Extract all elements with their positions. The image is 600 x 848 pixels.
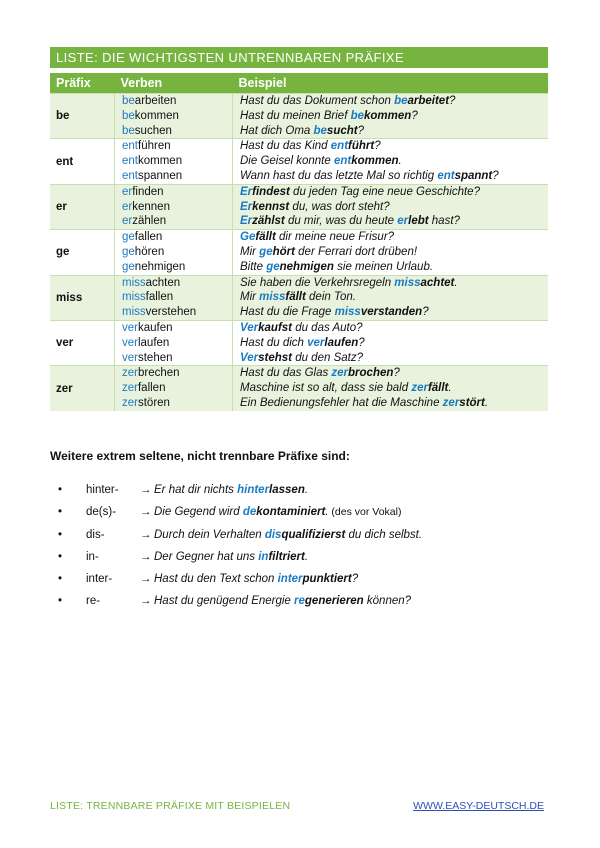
sentence-part: führt: [348, 140, 375, 153]
rare-example-sentence: [154, 484, 308, 496]
example-cell: [233, 366, 549, 411]
page-title: LISTE: DIE WICHTIGSTEN UNTRENNBAREN PRÄFIXE: [50, 47, 548, 68]
sentence-part: brochen: [348, 367, 394, 380]
sentence-part: Hast du meinen Brief: [240, 109, 351, 122]
table-row: [50, 366, 548, 411]
verbs-cell: [115, 320, 233, 365]
arrow-right-icon: →: [140, 528, 152, 541]
sentence-part: achtet: [420, 276, 455, 289]
verbs-cell: [115, 275, 233, 320]
sentence-part: kommen: [364, 109, 412, 122]
verbs-cell: [115, 94, 233, 139]
verb-prefix: miss: [122, 306, 146, 319]
verb-line: [115, 396, 232, 411]
verb-stem: nehmigen: [134, 260, 186, 273]
verb-line: [115, 214, 232, 229]
sentence-part: zählst: [252, 215, 285, 228]
rare-note: (des vor Vokal): [328, 506, 402, 519]
sentence-part: Durch dein Verhalten: [154, 528, 265, 541]
sentence-part: Ein Bedienungsfehler hat die Maschine: [240, 396, 443, 409]
verb-prefix: zer: [122, 382, 138, 395]
sentence-part: kennst: [252, 200, 290, 213]
sentence-part: fällt: [285, 291, 306, 304]
verb-stem: spannen: [138, 169, 183, 182]
sentence-part: kontaminiert: [256, 506, 326, 519]
sentence-part: .: [398, 155, 402, 168]
verb-prefix: be: [122, 124, 135, 137]
verb-prefix: be: [122, 95, 135, 107]
verb-line: [115, 276, 232, 291]
list-item: [58, 546, 422, 568]
verb-line: [115, 290, 232, 305]
prefix-cell: zer: [50, 366, 115, 411]
verb-prefix: be: [122, 109, 135, 122]
sentence-part: Die Gegend wird: [154, 506, 243, 519]
example-sentence: [233, 366, 548, 381]
rare-prefixes-list: [58, 479, 422, 613]
verbs-cell: [115, 184, 233, 229]
arrow-right-icon: →: [140, 595, 152, 608]
verb-stem: fallen: [134, 231, 163, 244]
sentence-part: qualifizierst: [281, 528, 346, 541]
rare-prefix-name: hinter-: [86, 484, 119, 496]
example-sentence: [233, 245, 548, 260]
example-sentence: [233, 336, 548, 351]
prefix-cell: ge: [50, 230, 115, 275]
sentence-part: .: [454, 276, 458, 289]
verb-line: [115, 109, 232, 124]
sentence-part: du das Auto?: [292, 321, 363, 334]
arrow-right-icon: →: [140, 550, 152, 563]
verb-line: [115, 230, 232, 245]
prefix-highlight: ge: [266, 260, 280, 273]
sentence-part: Hast du das Dokument schon: [240, 95, 395, 107]
sentence-part: Bitte: [240, 260, 267, 273]
bullet-icon: •: [58, 506, 63, 519]
table-row: [50, 230, 548, 275]
example-cell: [233, 184, 549, 229]
example-sentence: [233, 290, 548, 305]
sentence-part: punktiert: [302, 573, 352, 586]
prefix-cell: miss: [50, 275, 115, 320]
verb-stem: führen: [138, 140, 171, 153]
verb-stem: brechen: [137, 367, 180, 380]
prefix-highlight: Ver: [240, 351, 259, 364]
example-sentence: [233, 351, 548, 366]
bullet-icon: •: [58, 528, 63, 541]
example-sentence: [233, 321, 548, 336]
header-example: Beispiel: [233, 73, 549, 94]
verb-stem: suchen: [134, 124, 172, 137]
rare-example-sentence: [154, 573, 358, 585]
rare-example-sentence: [154, 595, 411, 607]
prefix-highlight: ge: [259, 245, 273, 258]
sentence-part: Wann hast du das letzte Mal so richtig: [240, 169, 438, 182]
sentence-part: Hast du das Glas: [240, 367, 332, 380]
sentence-part: stört: [459, 396, 485, 409]
verb-stem: kaufen: [137, 321, 173, 334]
sentence-part: du mir, was du heute: [284, 215, 398, 228]
sentence-part: Er hat dir nichts: [154, 484, 238, 496]
verb-prefix: ver: [122, 321, 138, 334]
prefix-highlight: ent: [333, 155, 352, 168]
sentence-part: ?: [351, 573, 359, 586]
prefix-cell: ent: [50, 139, 115, 184]
verb-stem: arbeiten: [134, 95, 177, 107]
sentence-part: du dich selbst.: [345, 528, 423, 541]
verb-stem: stören: [137, 396, 170, 409]
verb-line: [115, 321, 232, 336]
table-body: [50, 94, 548, 411]
sentence-part: generieren: [304, 595, 364, 608]
sentence-part: Hast du den Text schon: [154, 573, 278, 586]
sentence-part: Mir: [240, 245, 260, 258]
prefix-highlight: Er: [240, 215, 253, 228]
prefix-highlight: er: [397, 215, 409, 228]
sentence-part: lebt: [408, 215, 429, 228]
sentence-part: der Ferrari dort drüben!: [294, 245, 418, 258]
sentence-part: du den Satz?: [292, 351, 363, 364]
verb-line: [115, 200, 232, 215]
verb-line: [115, 139, 232, 154]
sentence-part: ?: [393, 367, 400, 380]
prefix-highlight: be: [350, 109, 365, 122]
prefix-highlight: miss: [394, 276, 421, 289]
sentence-part: Der Gegner hat uns: [154, 550, 259, 563]
sentence-part: filtriert: [268, 550, 305, 563]
prefix-highlight: ver: [307, 336, 325, 349]
arrow-right-icon: →: [140, 506, 152, 519]
example-sentence: [233, 381, 548, 396]
sentence-part: Maschine ist so alt, dass sie bald: [240, 382, 412, 395]
verb-stem: kommen: [138, 155, 183, 168]
arrow-right-icon: →: [140, 484, 152, 496]
sentence-part: arbeitet: [407, 95, 450, 107]
verb-prefix: ver: [122, 351, 138, 364]
prefix-highlight: dis: [264, 528, 282, 541]
verb-line: [115, 169, 232, 184]
sentence-part: dir meine neue Frisur?: [275, 231, 395, 244]
prefix-highlight: miss: [259, 291, 286, 304]
bullet-icon: •: [58, 595, 63, 608]
example-sentence: [233, 200, 548, 215]
sentence-part: fällt: [255, 231, 276, 244]
sentence-part: .: [484, 396, 489, 409]
bullet-icon: •: [58, 550, 63, 563]
sentence-part: Hast du genügend Energie: [154, 595, 295, 608]
example-sentence: [233, 276, 548, 291]
sentence-part: .: [304, 484, 309, 496]
prefix-highlight: inter: [277, 573, 303, 586]
verb-stem: kennen: [132, 200, 170, 213]
sentence-part: .: [304, 550, 309, 563]
sentence-part: nehmigen: [279, 260, 334, 273]
verb-prefix: ver: [122, 336, 138, 349]
sentence-part: Hast du die Frage: [240, 306, 335, 319]
sentence-part: verstanden: [360, 306, 423, 319]
example-sentence: [233, 305, 548, 320]
example-sentence: [233, 94, 548, 109]
sentence-part: Hat dich Oma: [240, 124, 314, 137]
verb-prefix: ge: [122, 231, 135, 244]
verb-line: [115, 245, 232, 260]
prefix-cell: ver: [50, 320, 115, 365]
example-sentence: [233, 396, 548, 411]
verb-stem: fallen: [137, 382, 166, 395]
prefix-highlight: zer: [331, 367, 349, 380]
rare-example-sentence: [154, 506, 329, 518]
example-sentence: [233, 230, 548, 245]
prefix-highlight: Er: [240, 185, 253, 198]
verb-line: [115, 305, 232, 320]
example-cell: [233, 320, 549, 365]
verbs-cell: [115, 139, 233, 184]
sentence-part: .: [325, 506, 329, 519]
bullet-icon: •: [58, 484, 63, 496]
example-cell: [233, 139, 549, 184]
rare-prefix-name: re-: [86, 595, 101, 608]
table-row: [50, 139, 548, 184]
verb-line: [115, 366, 232, 381]
verb-line: [115, 336, 232, 351]
table-row: [50, 275, 548, 320]
verb-prefix: zer: [122, 367, 138, 380]
verb-line: [115, 351, 232, 366]
sentence-part: dein Ton.: [305, 291, 356, 304]
sentence-part: ?: [357, 124, 364, 137]
sentence-part: Hast du das Kind: [240, 140, 331, 153]
prefix-highlight: Er: [240, 200, 253, 213]
verb-prefix: zer: [122, 396, 138, 409]
verb-prefix: miss: [122, 291, 146, 304]
verb-prefix: ent: [122, 140, 138, 153]
verb-stem: fallen: [145, 291, 174, 304]
example-sentence: [233, 139, 548, 154]
example-sentence: [233, 124, 548, 139]
prefix-highlight: re: [294, 595, 305, 608]
table-header-row: [50, 73, 548, 94]
sentence-part: kommen: [351, 155, 399, 168]
sentence-part: .: [448, 382, 452, 395]
arrow-right-icon: →: [140, 573, 152, 586]
prefix-highlight: be: [313, 124, 327, 137]
sentence-part: lassen: [269, 484, 305, 496]
sentence-part: sie meinen Urlaub.: [333, 260, 434, 273]
sentence-part: findest: [252, 185, 290, 198]
example-cell: [233, 230, 549, 275]
verb-stem: stehen: [137, 351, 173, 364]
prefix-highlight: be: [394, 95, 408, 107]
verb-prefix: er: [122, 185, 133, 198]
example-sentence: [233, 214, 548, 229]
prefix-highlight: ent: [437, 169, 455, 182]
table-row: [50, 320, 548, 365]
rare-prefix-name: de(s)-: [86, 506, 117, 519]
prefix-highlight: Ge: [240, 231, 256, 244]
list-item: [58, 524, 422, 546]
verb-stem: achten: [145, 276, 181, 289]
verb-prefix: ent: [122, 169, 138, 182]
verb-stem: kommen: [134, 109, 179, 122]
header-prefix: Präfix: [50, 73, 115, 94]
sentence-part: Die Geisel konnte: [240, 155, 334, 168]
list-item: [58, 590, 422, 612]
example-sentence: [233, 154, 548, 169]
verb-prefix: miss: [122, 276, 146, 289]
verb-stem: laufen: [137, 336, 170, 349]
example-cell: [233, 275, 549, 320]
sentence-part: ?: [411, 109, 418, 122]
verb-prefix: ent: [122, 155, 138, 168]
verb-line: [115, 185, 232, 200]
sentence-part: hast?: [428, 215, 460, 228]
prefix-highlight: zer: [411, 382, 428, 395]
sentence-part: Hast du dich: [240, 336, 308, 349]
table-row: [50, 94, 548, 139]
verb-prefix: er: [122, 200, 133, 213]
footer-title: LISTE: TRENNBARE PRÄFIXE MIT BEISPIELEN: [50, 800, 291, 812]
sentence-part: stehst: [258, 351, 292, 364]
sentence-part: fällt: [427, 382, 449, 395]
rare-example-sentence: [154, 529, 422, 541]
list-item: [58, 568, 422, 590]
sentence-part: ?: [492, 169, 499, 182]
sentence-part: laufen: [324, 336, 359, 349]
list-item: [58, 479, 422, 501]
sentence-part: du, was dort steht?: [289, 200, 390, 213]
example-sentence: [233, 185, 548, 200]
verb-stem: zählen: [132, 215, 167, 228]
example-cell: [233, 94, 549, 139]
sentence-part: können?: [363, 595, 412, 608]
sentence-part: ?: [358, 336, 365, 349]
example-sentence: [233, 109, 548, 124]
rare-prefixes-heading: Weitere extrem seltene, nicht trennbare Präfixe sind:: [50, 449, 350, 463]
verb-prefix: ge: [122, 260, 135, 273]
verb-stem: finden: [132, 185, 164, 198]
verb-prefix: er: [122, 215, 133, 228]
verb-line: [115, 381, 232, 396]
sentence-part: hört: [272, 245, 295, 258]
verb-stem: hören: [134, 245, 165, 258]
example-sentence: [233, 169, 548, 184]
verb-line: [115, 124, 232, 139]
footer-website-link[interactable]: WWW.EASY-DEUTSCH.DE: [413, 800, 544, 812]
prefix-highlight: de: [242, 506, 257, 519]
prefix-highlight: zer: [442, 396, 460, 409]
header-verbs: Verben: [115, 73, 233, 94]
prefix-highlight: in: [258, 550, 269, 563]
verbs-cell: [115, 366, 233, 411]
prefix-table: [50, 73, 548, 411]
verb-line: [115, 260, 232, 275]
rare-prefix-name: in-: [86, 550, 99, 563]
sentence-part: du jeden Tag eine neue Geschichte?: [289, 185, 480, 198]
sentence-part: ?: [374, 140, 381, 153]
list-item: [58, 501, 422, 523]
rare-example-sentence: [154, 551, 308, 563]
sentence-part: sucht: [326, 124, 358, 137]
bullet-icon: •: [58, 573, 63, 586]
prefix-highlight: Ver: [240, 321, 259, 334]
prefix-cell: er: [50, 184, 115, 229]
rare-prefix-name: dis-: [86, 528, 105, 541]
verb-stem: verstehen: [145, 306, 197, 319]
sentence-part: ?: [422, 306, 429, 319]
prefix-highlight: ent: [330, 140, 349, 153]
rare-prefix-name: inter-: [86, 573, 113, 586]
sentence-part: spannt: [454, 169, 493, 182]
sentence-part: Mir: [240, 291, 260, 304]
sentence-part: Sie haben die Verkehrsregeln: [240, 276, 395, 289]
verb-prefix: ge: [122, 245, 135, 258]
sentence-part: ?: [449, 95, 456, 107]
table-row: [50, 184, 548, 229]
verbs-cell: [115, 230, 233, 275]
verb-line: [115, 94, 232, 109]
prefix-highlight: miss: [334, 306, 361, 319]
prefix-cell: be: [50, 94, 115, 139]
sentence-part: kaufst: [258, 321, 292, 334]
prefix-highlight: hinter: [237, 484, 270, 496]
example-sentence: [233, 260, 548, 275]
verb-line: [115, 154, 232, 169]
